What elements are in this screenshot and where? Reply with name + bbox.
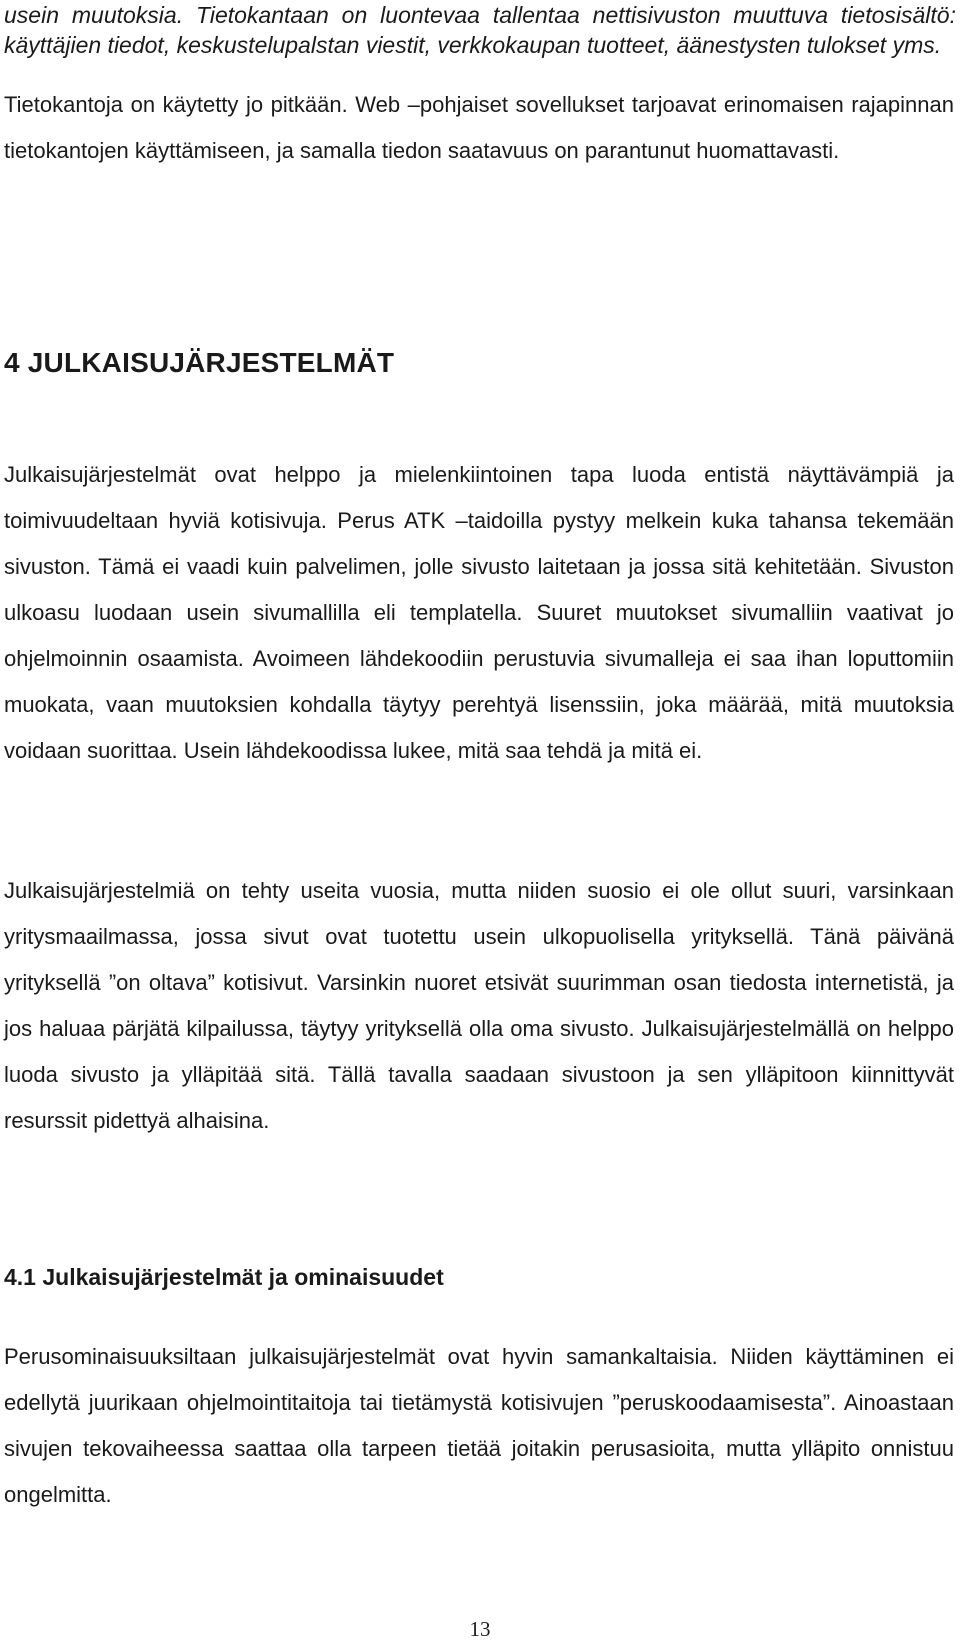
intro-paragraph: Tietokantoja on käytetty jo pitkään. Web –pohjaiset sovellukset tarjoavat erinomaisen rajapinnan tietokantojen käyttämiseen, ja samalla tiedon saatavuus on parantunut huomattavasti.	[4, 92, 954, 163]
section-paragraph-2: Julkaisujärjestelmiä on tehty useita vuosia, mutta niiden suosio ei ole ollut suuri, varsinkaan yritysmaailmassa, jossa sivut ovat tuotettu usein ulkopuolisella yrityksellä. Tänä päivänä yrityksellä ”on oltava” kotisivut. Varsinkin nuoret etsivät suurimman osan tiedosta internetistä, ja jos haluaa pärjätä kilpailussa, täytyy yrityksellä olla oma sivusto. Julkaisujärjestelmällä on helppo luoda sivusto ja ylläpitää sitä. Tällä tavalla saadaan sivustoon ja sen ylläpitoon kiinnittyvät resurssit pidettyä alhaisina.	[4, 878, 954, 1133]
continued-paragraph	[4, 0, 956, 60]
subsection-paragraph: Perusominaisuuksiltaan julkaisujärjestelmät ovat hyvin samankaltaisia. Niiden käyttäminen ei edellytä juurikaan ohjelmointitaitoja tai tietämystä kotisivujen ”peruskoodaamisesta”. Ainoastaan sivujen tekovaiheessa saattaa olla tarpeen tietää joitakin perusasioita, mutta ylläpito onnistuu ongelmitta.	[4, 1344, 954, 1507]
page-number: 13	[469, 1617, 491, 1641]
section-paragraph-1: Julkaisujärjestelmät ovat helppo ja mielenkiintoinen tapa luoda entistä näyttävämpiä ja toimivuudeltaan hyviä kotisivuja. Perus ATK –taidoilla pystyy melkein kuka tahansa tekemään sivuston. Tämä ei vaadi kuin palvelimen, jolle sivusto laitetaan ja jossa sitä kehitetään. Sivuston ulkoasu luodaan usein sivumallilla eli templatella. Suuret muutokset sivumalliin vaativat jo ohjelmoinnin osaamista. Avoimeen lähdekoodiin perustuvia sivumalleja ei saa ihan loputtomiin muokata, vaan muutoksien kohdalla täytyy perehtyä lisenssiin, joka määrää, mitä muutoksia voidaan suorittaa. Usein lähdekoodissa lukee, mitä saa tehdä ja mitä ei.	[4, 462, 954, 763]
section-heading: 4 JULKAISUJÄRJESTELMÄT	[4, 347, 395, 378]
subsection-heading: 4.1 Julkaisujärjestelmät ja ominaisuudet	[4, 1264, 444, 1290]
continued-paragraph-italic-text: usein muutoksia. Tietokantaan on luontevaa tallentaa nettisivuston muuttuva tietosisältö: käyttäjien tiedot, keskustelupalstan viestit, verkkokaupan tuotteet, äänestysten tulokset yms.	[4, 2, 956, 58]
